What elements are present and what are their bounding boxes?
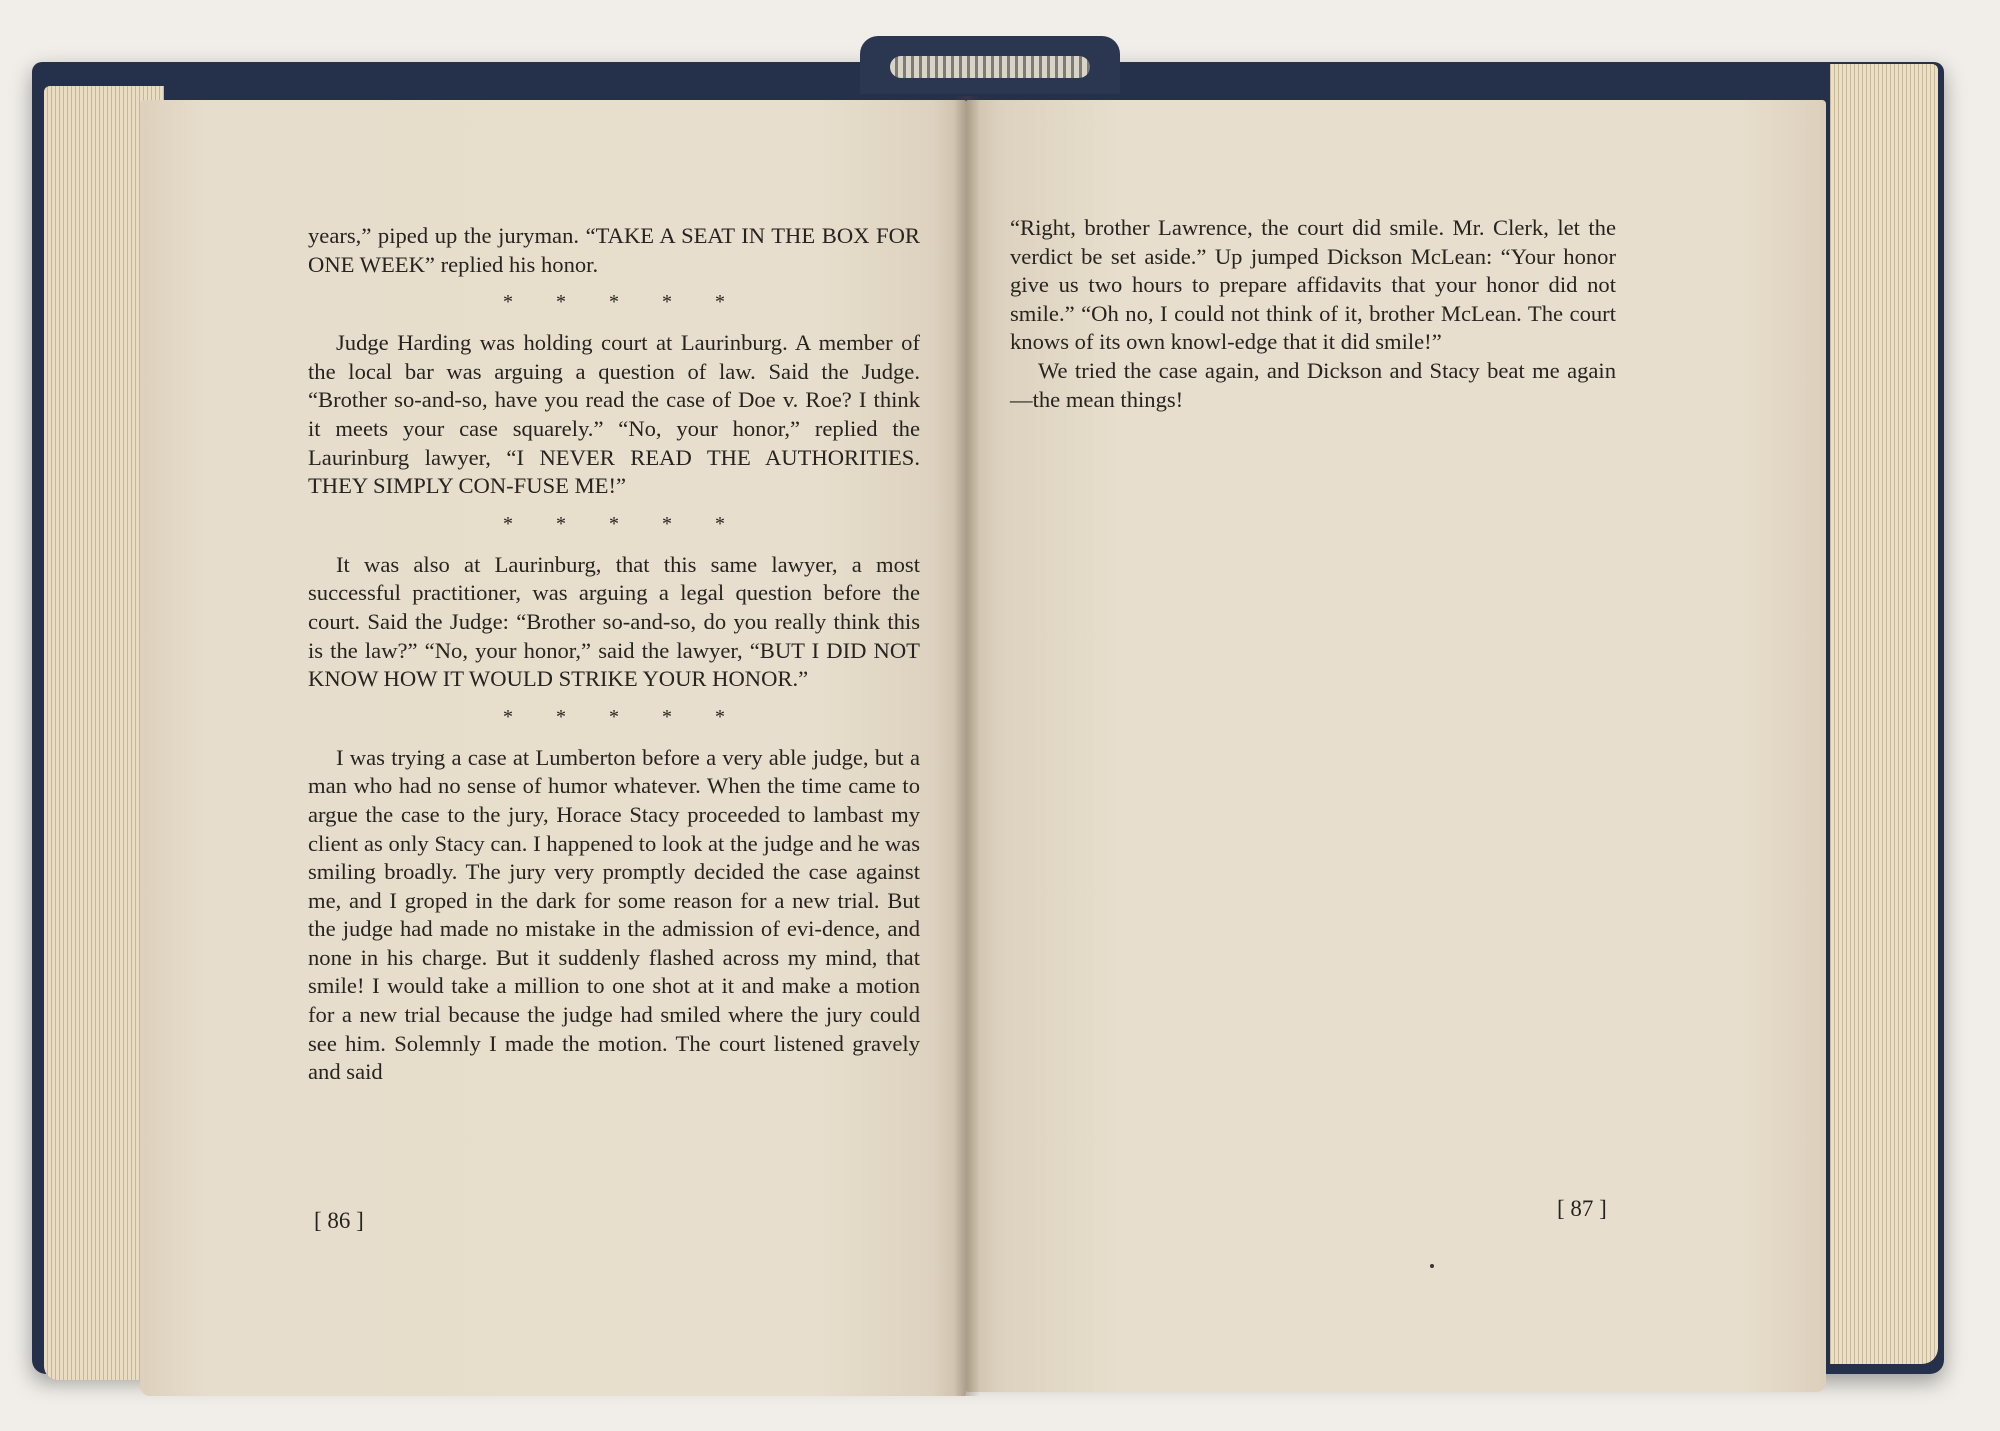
- headband: [890, 56, 1090, 78]
- page-edges-right: [1830, 64, 1938, 1364]
- page-number-left: [ 86 ]: [314, 1208, 364, 1233]
- page-number-right: [ 87 ]: [1557, 1196, 1607, 1221]
- section-separator: * * * * *: [503, 705, 725, 728]
- paper-speck: [1430, 1264, 1434, 1268]
- paragraph: “Right, brother Lawrence, the court did smile. Mr. Clerk, let the verdict be set aside.” Up jumped Dickson McLean: “Your honor give us two hours to prepare affidavits that your honor did not smile.” “Oh no, I could not think of it, brother McLean. The court knows of its own knowl-edge that it did smile!”: [1010, 215, 1616, 355]
- paragraph: years,” piped up the juryman. “TAKE A SEAT IN THE BOX FOR ONE WEEK” replied his honor.: [308, 223, 920, 277]
- section-separator: * * * * *: [503, 291, 725, 314]
- paragraph: Judge Harding was holding court at Laurinburg. A member of the local bar was arguing a question of law. Said the Judge. “Brother so-and-so, have you read the case of Doe v. Roe? I think it meets your case squarely.” “No, your honor,” replied the Laurinburg lawyer, “I NEVER READ THE AUTHORITIES. THEY SIMPLY CON-FUSE ME!”: [308, 330, 920, 499]
- paragraph: It was also at Laurinburg, that this same lawyer, a most successful practitioner, was arguing a legal question before the court. Said the Judge: “Brother so-and-so, do you really think this is the law?” “No, your honor,” said the lawyer, “BUT I DID NOT KNOW HOW IT WOULD STRIKE YOUR HONOR.”: [308, 551, 920, 692]
- left-page-text: [308, 222, 920, 1087]
- paragraph: We tried the case again, and Dickson and Stacy beat me again—the mean things!: [1010, 357, 1616, 412]
- paragraph: I was trying a case at Lumberton before a very able judge, but a man who had no sense of humor whatever. When the time came to argue the case to the jury, Horace Stacy proceeded to lambast my client as only Stacy can. I happened to look at the judge and he was smiling broadly. The jury very promptly decided the case against me, and I groped in the dark for some reason for a new trial. But the judge had made no mistake in the admission of evi-dence, and none in his charge. But it suddenly flashed across my mind, that smile! I would take a million to one shot at it and make a motion for a new trial because the judge had smiled where the jury could see him. Solemnly I made the motion. The court listened gravely and said: [308, 744, 920, 1085]
- right-page-text: [1010, 214, 1616, 414]
- book-gutter: [954, 96, 980, 1396]
- section-separator: * * * * *: [503, 512, 725, 535]
